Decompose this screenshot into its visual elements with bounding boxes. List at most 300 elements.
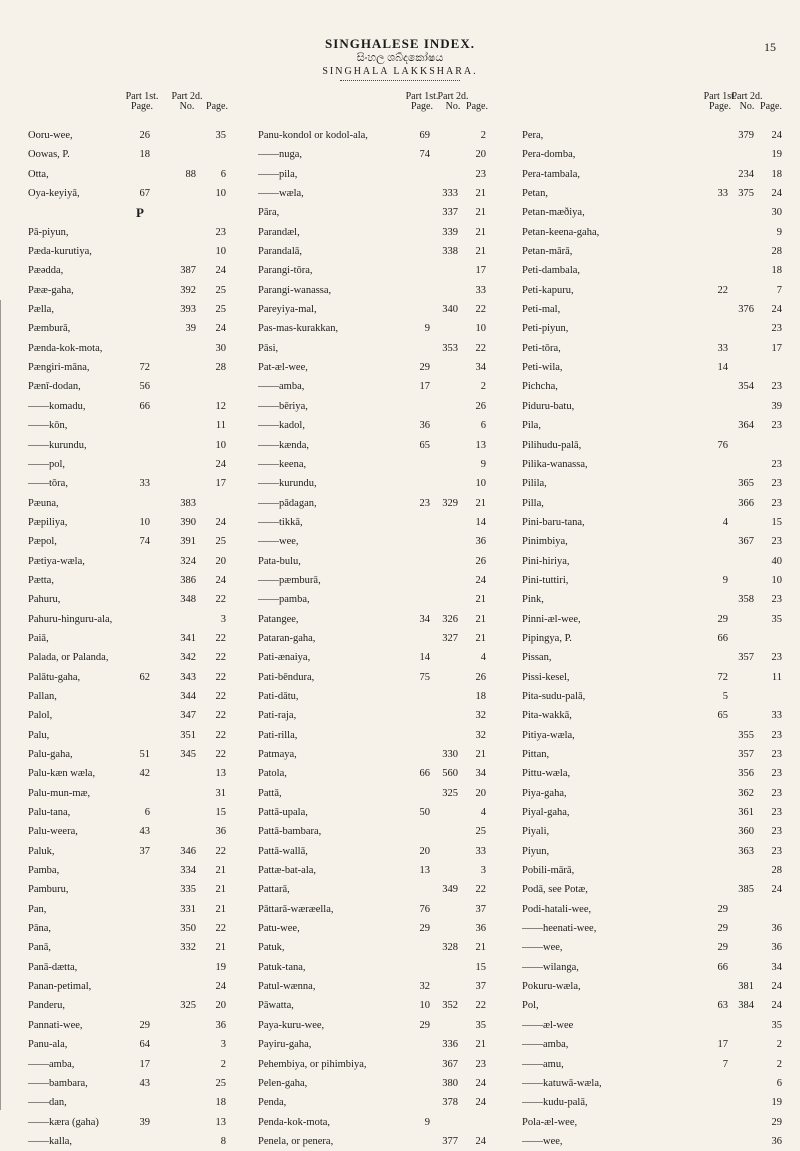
entry-p2: 21 [475,497,486,509]
page-subtitle: SINGHALA LAKKSHARA. [322,66,478,77]
entry-p2: 21 [475,632,486,644]
entry-p2: 22 [215,710,226,722]
entry-p2: 26 [475,555,486,567]
entry-term: Pini-baru-tana, [522,516,585,528]
entry-no: 560 [442,768,458,780]
index-entry [256,1093,518,1112]
index-entry [518,436,786,455]
entry-term: Pattæ-bat-ala, [258,865,317,877]
index-entry [518,1093,786,1112]
page-title: SINGHALESE INDEX. [325,36,475,51]
entry-p1: 69 [419,130,430,141]
entry-term: Petan-mārā, [522,246,573,258]
index-entry [26,610,274,629]
entry-no: 338 [442,246,458,258]
index-entry [518,242,786,261]
index-entry [518,687,786,706]
entry-term: Pallan, [28,690,57,702]
entry-p1: 33 [139,478,150,490]
entry-no: 354 [738,381,754,393]
entry-p2: 2 [480,381,486,393]
entry-no: 339 [442,226,458,238]
entry-no: 361 [738,807,754,819]
entry-term: Pæmburā, [28,323,71,335]
entry-p2: 23 [771,536,782,548]
entry-term: Palol, [28,710,53,722]
index-entry [26,938,274,957]
index-entry [26,687,274,706]
entry-p2: 24 [215,981,226,993]
entry-p2: 24 [771,981,782,993]
entry-no: 330 [442,749,458,760]
entry-no: 385 [738,884,754,896]
index-entry [518,126,786,145]
entry-term: Panā, [28,942,52,954]
entry-term: Pati-bēndura, [258,671,315,683]
entry-p2: 23 [771,729,782,741]
index-entry [26,474,274,493]
entry-p2: 10 [215,439,226,451]
entry-no: 346 [180,845,196,857]
entry-term: Pāra, [258,207,280,219]
index-entry [26,165,274,184]
entry-term: Peti-dambala, [522,265,581,277]
entry-no: 351 [180,729,196,741]
index-entry [518,416,786,435]
index-entry [256,629,518,648]
entry-p2: 22 [215,923,226,935]
entry-no: 329 [442,497,458,509]
entry-term: Piduru-batu, [522,400,575,412]
index-entry [26,668,274,687]
entry-term: ——kænda, [258,439,310,451]
entry-p2: 2 [220,1058,226,1070]
entry-term: Pera, [522,130,544,141]
entry-p2: 2 [776,1058,782,1070]
index-entry [256,706,518,725]
entry-no: 341 [180,632,196,644]
entry-p2: 35 [771,1019,782,1031]
entry-term: Patuk, [258,942,285,954]
section-letter [26,203,274,222]
index-entry [518,668,786,687]
index-entry [26,339,274,358]
entry-p2: 10 [475,323,486,335]
entry-p2: 22 [215,690,226,702]
entry-no: 391 [180,536,196,548]
index-entry [256,358,518,377]
entry-p2: 23 [771,768,782,780]
entry-no: 377 [442,1135,458,1147]
entry-p2: 22 [215,749,226,760]
index-entry [518,842,786,861]
entry-p2: 34 [475,768,486,780]
entry-p1: 72 [717,671,728,683]
index-entry [256,281,518,300]
entry-term: Pængiri-māna, [28,362,90,374]
entry-p2: 20 [215,555,226,567]
index-entry [518,1016,786,1035]
index-entry [256,1016,518,1035]
entry-term: Piyun, [522,845,550,857]
entry-term: ——kæra (gaha) [28,1116,99,1128]
index-entry [518,300,786,319]
entry-p1: 13 [419,865,430,877]
entry-term: Paluk, [28,845,55,857]
entry-term: Patola, [258,768,287,780]
index-entry [518,532,786,551]
index-entry [518,552,786,571]
index-entry [26,223,274,242]
index-entry [518,281,786,300]
entry-p2: 23 [771,749,782,760]
index-entry [518,377,786,396]
entry-p2: 23 [771,826,782,838]
header-part1-page: Part 1st. Page. [703,91,737,112]
entry-p1: 66 [717,961,728,973]
index-entry [256,610,518,629]
entry-no: 387 [180,265,196,277]
entry-term: Patmaya, [258,749,297,760]
entry-term: ——pādagan, [258,497,317,509]
entry-term: Penda, [258,1097,287,1109]
entry-term: Pittan, [522,749,550,760]
entry-term: ——nuga, [258,149,303,161]
index-entry [256,184,518,203]
entry-term: Patul-wænna, [258,981,316,993]
entry-term: P [136,205,144,221]
entry-no: 335 [180,884,196,896]
entry-p2: 37 [475,903,486,915]
entry-term: Pāna, [28,923,52,935]
entry-term: Petan-mæðiya, [522,207,585,219]
entry-p2: 15 [215,807,226,819]
entry-p2: 20 [215,1000,226,1012]
entry-p2: 32 [475,710,486,722]
entry-p2: 24 [771,884,782,896]
entry-term: Palu-kæn wæla, [28,768,96,780]
entry-p1: 50 [419,807,430,819]
index-entry [26,532,274,551]
entry-no: 324 [180,555,196,567]
entry-term: Pat-æl-wee, [258,362,308,374]
entry-no: 333 [442,188,458,200]
entry-p2: 28 [771,865,782,877]
entry-p2: 3 [220,1039,226,1051]
entry-p1: 76 [717,439,728,451]
entry-term: Penda-kok-mota, [258,1116,331,1128]
entry-term: ——wee, [258,536,299,548]
entry-term: Pera-tambala, [522,168,581,180]
entry-term: Pāwatta, [258,1000,294,1012]
entry-p2: 24 [475,574,486,586]
entry-term: ——bambara, [28,1077,88,1089]
entry-term: ——kudu-palā, [522,1097,588,1109]
entry-term: ——kōn, [28,420,68,432]
entry-term: Palu, [28,729,50,741]
entry-p2: 28 [771,246,782,258]
entry-p1: 26 [139,130,150,141]
entry-p2: 6 [480,420,486,432]
index-entry [26,261,274,280]
entry-p2: 31 [215,787,226,799]
index-entry [26,1132,274,1151]
index-entry [26,494,274,513]
index-entry [518,726,786,745]
entry-p1: 14 [419,652,430,664]
entry-term: Pilla, [522,497,544,509]
entry-term: ——pol, [28,458,66,470]
entry-p2: 13 [475,439,486,451]
entry-p2: 33 [475,284,486,296]
entry-term: Panu-kondol or kodol-ala, [258,130,368,141]
entry-p1: 7 [722,1058,728,1070]
header-part2-no: Part 2d. No. [171,91,203,112]
entry-p1: 34 [419,613,430,625]
entry-p2: 17 [771,342,782,354]
sinhala-title: සිංහල ශබ්දකෝෂය [356,52,444,64]
entry-p2: 25 [215,1077,226,1089]
entry-term: Pink, [522,594,544,606]
entry-term: ——kadol, [258,420,305,432]
entry-p1: 74 [419,149,430,161]
entry-no: 384 [738,1000,754,1012]
index-entry [518,223,786,242]
entry-term: Peti-piyun, [522,323,569,335]
index-entry [256,938,518,957]
entry-term: Pita-sudu-palā, [522,690,586,702]
entry-p1: 62 [139,671,150,683]
entry-p2: 23 [771,420,782,432]
entry-p2: 4 [480,807,486,819]
index-entry [518,745,786,764]
entry-p2: 24 [215,323,226,335]
entry-p2: 20 [475,787,486,799]
entry-no: 356 [738,768,754,780]
header-part2-no: Part 2d. No. [437,91,469,112]
entry-p2: 21 [475,246,486,258]
header-part2-page: Page. [760,101,782,112]
entry-term: Pilila, [522,478,547,490]
entry-term: Piyali, [522,826,550,838]
entry-term: Petan-keena-gaha, [522,226,600,238]
index-entry [518,590,786,609]
entry-term: Pitiya-wæla, [522,729,575,741]
entry-p2: 36 [215,1019,226,1031]
entry-term: Pini-hiriya, [522,555,570,567]
index-entry [518,629,786,648]
entry-term: Oya-keyiyā, [28,188,80,200]
index-entry [518,494,786,513]
index-entry [256,803,518,822]
entry-p1: 22 [717,284,728,296]
entry-no: 365 [738,478,754,490]
index-entry [518,1035,786,1054]
index-entry [256,513,518,532]
entry-term: Pipingya, P. [522,632,572,644]
entry-p2: 26 [475,400,486,412]
entry-term: ——komadu, [28,400,86,412]
entry-p2: 22 [475,884,486,896]
entry-term: Pææ-gaha, [28,284,74,296]
entry-p1: 67 [139,188,150,200]
entry-no: 383 [180,497,196,509]
entry-p1: 74 [139,536,150,548]
entry-term: ——amba, [258,381,305,393]
entry-no: 39 [185,323,196,335]
index-entry [256,687,518,706]
left-margin-edge [0,300,13,1110]
entry-p1: 6 [144,807,150,819]
entry-term: Pobili-mārā, [522,865,575,877]
index-entry [518,1055,786,1074]
index-entry [26,861,274,880]
entry-p2: 23 [475,1058,486,1070]
index-entry [518,1074,786,1093]
index-entry [26,1035,274,1054]
entry-p2: 32 [475,729,486,741]
entry-p2: 36 [771,923,782,935]
index-entry [26,416,274,435]
entry-p2: 36 [771,942,782,954]
entry-p2: 23 [771,845,782,857]
entry-no: 327 [442,632,458,644]
entry-p1: 29 [717,903,728,915]
entry-p2: 33 [475,845,486,857]
entry-no: 375 [738,188,754,200]
entry-p1: 29 [419,923,430,935]
index-entry [256,416,518,435]
entry-p2: 25 [215,284,226,296]
entry-p2: 15 [475,961,486,973]
entry-p1: 42 [139,768,150,780]
entry-p1: 66 [419,768,430,780]
entry-term: Peti-tōra, [522,342,561,354]
entry-p2: 14 [475,516,486,528]
index-entry [26,1016,274,1035]
index-entry [26,842,274,861]
index-entry [26,822,274,841]
entry-p2: 21 [475,226,486,238]
index-entry [26,455,274,474]
header-part2-no: Part 2d. No. [731,91,763,112]
entry-term: Pola-æl-wee, [522,1116,578,1128]
entry-p1: 33 [717,188,728,200]
index-entry [26,571,274,590]
column-header [26,92,274,126]
index-entry [518,958,786,977]
index-entry [256,300,518,319]
entry-term: Pilika-wanassa, [522,458,588,470]
entry-p2: 6 [776,1077,782,1089]
entry-p2: 22 [215,671,226,683]
entry-no: 376 [738,304,754,316]
entry-p2: 36 [475,536,486,548]
entry-p2: 2 [480,130,486,141]
entry-p2: 39 [771,400,782,412]
entry-term: Pati-raja, [258,710,297,722]
entry-p2: 18 [475,690,486,702]
entry-no: 390 [180,516,196,528]
entry-no: 328 [442,942,458,954]
entry-no: 342 [180,652,196,664]
entry-p2: 35 [475,1019,486,1031]
index-entry [518,145,786,164]
entry-term: ——wæla, [258,188,304,200]
entry-p1: 64 [139,1039,150,1051]
index-entry [518,861,786,880]
entry-no: 340 [442,304,458,316]
index-entry [26,513,274,532]
index-entry [518,1113,786,1132]
index-entry [26,358,274,377]
index-entry [26,919,274,938]
entry-term: Pinimbiya, [522,536,568,548]
index-entry [256,145,518,164]
entry-p1: 9 [424,323,430,335]
entry-p2: 18 [771,168,782,180]
index-entry [26,996,274,1015]
entry-p1: 65 [419,439,430,451]
index-entry [518,474,786,493]
column-header [518,92,786,126]
entry-p2: 13 [215,1116,226,1128]
entry-term: Podi-hatali-wee, [522,903,592,915]
entry-p1: 5 [722,690,728,702]
entry-p1: 17 [139,1058,150,1070]
entry-p1: 4 [722,516,728,528]
entry-term: Otta, [28,168,49,180]
entry-p1: 39 [139,1116,150,1128]
entry-term: Patu-wee, [258,923,300,935]
index-entry [518,203,786,222]
entry-term: Pokuru-wæla, [522,981,581,993]
index-entry [26,242,274,261]
entry-p1: 66 [139,400,150,412]
entry-term: Panderu, [28,1000,66,1012]
entry-term: ——pila, [258,168,298,180]
index-entry [26,745,274,764]
entry-term: Pera-domba, [522,149,576,161]
entry-term: Pattā-wallā, [258,845,308,857]
entry-term: Pissi-kesel, [522,671,570,683]
entry-p2: 36 [771,1135,782,1147]
entry-term: Pehembiya, or pihimbiya, [258,1058,367,1070]
entry-term: Pāttarā-wæræella, [258,903,334,915]
entry-p2: 30 [771,207,782,219]
entry-p2: 22 [215,594,226,606]
index-entry [26,977,274,996]
entry-p1: 10 [139,516,150,528]
entry-no: 336 [442,1039,458,1051]
entry-no: 348 [180,594,196,606]
entry-no: 332 [180,942,196,954]
entry-p2: 19 [771,1097,782,1109]
entry-p1: 9 [722,574,728,586]
index-entry [518,610,786,629]
entry-term: Pas-mas-kurakkan, [258,323,339,335]
index-entry [256,165,518,184]
entry-term: ——wee, [522,942,563,954]
entry-p2: 3 [480,865,486,877]
index-entry [256,261,518,280]
entry-term: Palu-tana, [28,807,71,819]
entry-term: Palātu-gaha, [28,671,81,683]
entry-p2: 11 [771,671,782,683]
entry-p2: 24 [475,1077,486,1089]
entry-term: Palu-gaha, [28,749,73,760]
entry-p2: 23 [771,478,782,490]
